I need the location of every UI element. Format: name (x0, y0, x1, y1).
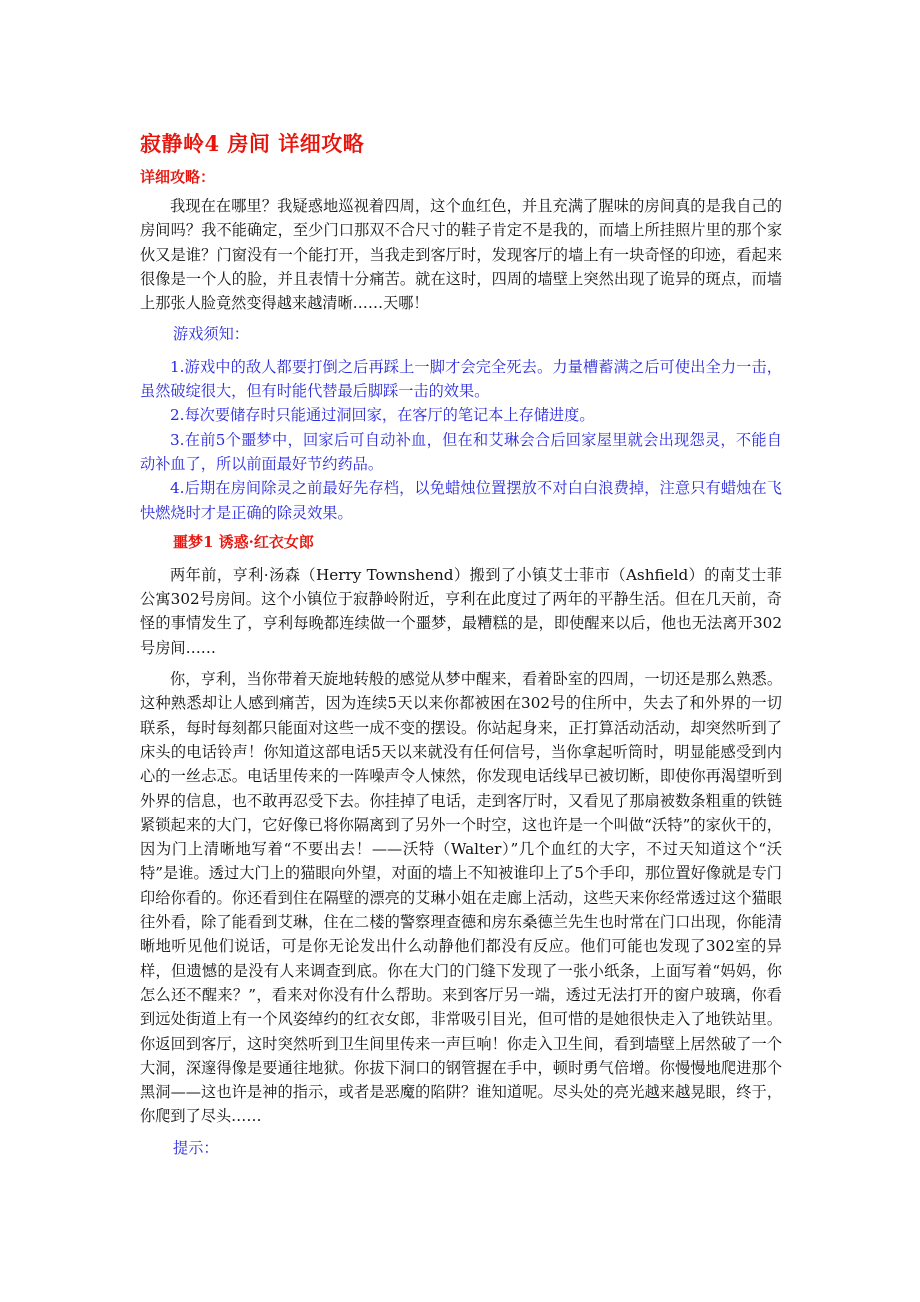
rule-item: 1.游戏中的敌人都要打倒之后再踩上一脚才会完全死去。力量槽蓄满之后可使出全力一击，虽然破绽很大，但有时能代替最后脚踩一击的效果。 (140, 357, 782, 401)
rule-item: 4.后期在房间除灵之前最好先存档，以免蜡烛位置摆放不对白白浪费掉，注意只有蜡烛在飞快燃烧时才是正确的除灵效果。 (140, 479, 782, 522)
story-paragraph-2: 你，亨利，当你带着天旋地转般的感觉从梦中醒来，看着卧室的四周，一切还是那么熟悉。这种熟悉却让人感到痛苦，因为连续5天以来你都被困在302号的住所中，失去了和外界的一切联系，每时每刻都只能面对这些一成不变的摆设。你站起身来，正打算活动活动，却突然听到了床头的电话铃声！你知道这部电话5天以来就没有任何信号，当你拿起听筒时，明显能感受到内心的一丝忐忑。电话里传来的一阵噪声令人悚然，你发现电话线早已被切断，即使你再渴望听到外界的信息，也不敢再忍受下去。你挂掉了电话，走到客厅时，又看见了那扇被数条粗重的铁链紧锁起来的大门，它好像已将你隔离到了另外一个时空，这也许是一个叫做“沃特”的家伙干的，因为门上清晰地写着“不要出去！——沃特（Walter）”几个血红的大字，不过天知道这个“沃特”是谁。透过大门上的猫眼向外望，对面的墙上不知被谁印上了5个手印，那位置好像就是专门印给你看的。你还看到住在隔壁的漂亮的艾琳小姐在走廊上活动，这些天来你经常透过这个猫眼往外看，除了能看到艾琳，住在二楼的警察理查德和房东桑德兰先生也时常在门口出现，你能清晰地听见他们说话，可是你无论发出什么动静他们都没有反应。他们可能也发现了302室的异样，但遗憾的是没有人来调查到底。你在大门的门缝下发现了一张小纸条，上面写着“妈妈，你怎么还不醒来？”，看来对你没有什么帮助。来到客厅另一端，透过无法打开的窗户玻璃，你看到远处街道上有一个风姿绰约的红衣女郎，非常吸引目光，但可惜的是她很快走入了地铁站里。你返回到客厅，这时突然听到卫生间里传来一声巨响！你走入卫生间，看到墙壁上居然破了一个大洞，深邃得像是要通往地狱。你拔下洞口的钢管握在手中，顿时勇气倍增。你慢慢地爬进那个黑洞——这也许是神的指示，或者是恶魔的陷阱？谁知道呢。尽头处的亮光越来越晃眼，终于，你爬到了尽头…… (140, 670, 782, 1126)
rules-list (140, 355, 782, 525)
rule-item: 3.在前5个噩梦中，回家后可自动补血，但在和艾琳会合后回家屋里就会出现怨灵，不能自动补血了，所以前面最好节约药品。 (140, 430, 782, 473)
article (140, 128, 782, 1168)
hint-label: 提示： (173, 1138, 219, 1157)
nightmare-heading: 噩梦1 诱惑·红衣女郎 (173, 532, 314, 551)
walkthrough-label: 详细攻略： (140, 168, 216, 186)
intro-paragraph: 我现在在哪里？我疑惑地巡视着四周，这个血红色，并且充满了腥味的房间真的是我自己的房间吗？我不能确定，至少门口那双不合尺寸的鞋子肯定不是我的，而墙上所挂照片里的那个家伙又是谁？门窗没有一个能打开，当我走到客厅时，发现客厅的墙上有一块奇怪的印迹，看起来很像是一个人的脸，并且表情十分痛苦。就在这时，四周的墙壁上突然出现了诡异的斑点，而墙上那张人脸竟然变得越来越清晰……天哪！ (140, 197, 782, 313)
story-paragraph-1: 两年前，亨利·汤森（Herry Townshend）搬到了小镇艾士菲市（Ashfield）的南艾士菲公寓302号房间。这个小镇位于寂静岭附近，亨利在此度过了两年的平静生活。但在几天前，奇怪的事情发生了，亨利每晚都连续做一个噩梦，最糟糕的是，即使醒来以后，他也无法离开302号房间…… (140, 565, 782, 657)
notes-label: 游戏须知： (173, 325, 249, 344)
page-title: 寂静岭4 房间 详细攻略 (140, 131, 365, 156)
rule-item: 2.每次要储存时只能通过洞回家，在客厅的笔记本上存储进度。 (170, 406, 595, 425)
